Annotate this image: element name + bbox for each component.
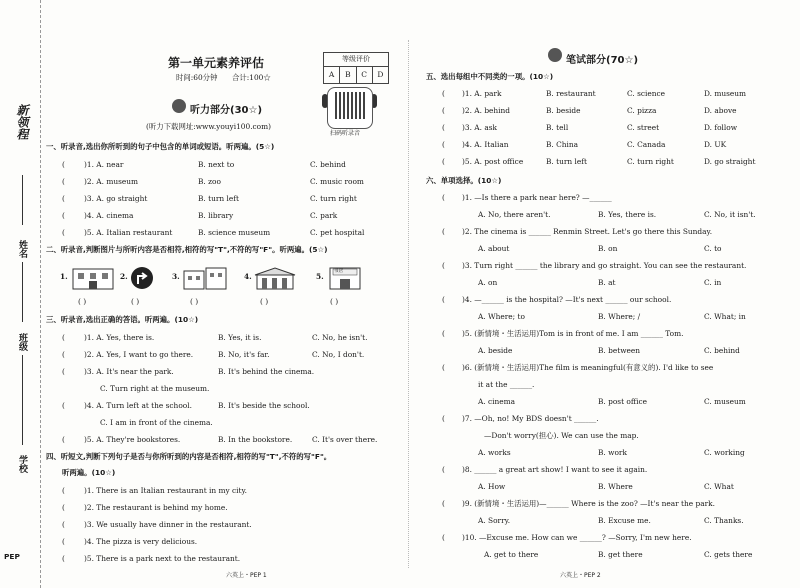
option-a: A. about	[478, 244, 510, 253]
written-heading: 笔试部分(70☆)	[566, 55, 639, 66]
option-b: B. between	[598, 346, 641, 355]
question-stem: )5. (新情境・生活运用)Tom is in front of me. I am ______ Tom.	[462, 329, 684, 338]
answer-bracket[interactable]: (	[62, 503, 65, 512]
option-a: A. How	[478, 482, 506, 491]
qr-caption: 扫码听录音	[330, 130, 361, 137]
question-stem: )10. —Excuse me. How can we ______? —Sorry, I'm new here.	[462, 533, 692, 542]
buildings-picture-3	[182, 266, 228, 290]
answer-bracket[interactable]: ( )	[330, 297, 339, 306]
qr-pattern	[335, 92, 365, 119]
line	[22, 262, 23, 322]
grade-a: A	[324, 67, 340, 83]
option-b: B. turn left	[546, 157, 587, 166]
option-c: C. No, it isn't.	[704, 210, 756, 219]
answer-bracket[interactable]: (	[62, 520, 65, 529]
option-c: C. gets there	[704, 550, 753, 559]
statement: )5. There is a park next to the restaurant.	[84, 554, 241, 563]
option-a: )4. A. Italian	[462, 140, 509, 149]
option-a: )1. A. Yes, there is.	[84, 333, 155, 342]
answer-bracket[interactable]: (	[62, 537, 65, 546]
option-c: C. behind	[704, 346, 740, 355]
option-a: )3. A. go straight	[84, 194, 148, 203]
answer-bracket[interactable]: (	[62, 333, 65, 342]
question-stem: )8. ______ a great art show! I want to see it again.	[462, 465, 648, 474]
option-c: C. No, I don't.	[312, 350, 365, 359]
answer-bracket[interactable]: (	[442, 363, 445, 372]
option-c: C. park	[310, 211, 338, 220]
building-picture-1	[70, 266, 116, 290]
page-divider	[408, 40, 409, 568]
section3-heading: 三、听录音,选出正确的答语。听两遍。(10☆)	[46, 315, 199, 324]
answer-bracket[interactable]: (	[442, 89, 445, 98]
option-d: D. museum	[704, 89, 747, 98]
section2-heading: 二、听录音,判断图片与所听内容是否相符,相符的写"T",不符的写"F"。听两遍。(5☆)	[46, 245, 328, 254]
pep-label: PEP	[4, 552, 20, 561]
bookstore-sign: 书店	[334, 269, 343, 274]
brand-logo: 新领程	[15, 104, 29, 140]
answer-bracket[interactable]: (	[442, 295, 445, 304]
answer-bracket[interactable]: (	[442, 414, 445, 423]
option-b: B. restaurant	[546, 89, 596, 98]
section5-heading: 五、选出每组中不同类的一项。(10☆)	[426, 72, 554, 81]
option-b: B. next to	[198, 160, 235, 169]
pic-num-4: 4.	[244, 272, 252, 281]
question-stem: )4. —______ is the hospital? —It's next ______ our school.	[462, 295, 672, 304]
option-a: )5. A. They're bookstores.	[84, 435, 181, 444]
option-b: B. library	[198, 211, 234, 220]
turn-right-sign-icon	[128, 266, 174, 290]
answer-bracket[interactable]: (	[442, 465, 445, 474]
section1-heading: 一、听录音,选出你所听到的句子中包含的单词或短语。听两遍。(5☆)	[46, 142, 275, 151]
pic-num-1: 1.	[60, 272, 68, 281]
answer-bracket[interactable]: (	[62, 435, 65, 444]
option-c: C. turn right	[627, 157, 674, 166]
option-a: )2. A. museum	[84, 177, 139, 186]
option-b: B. beside	[546, 106, 581, 115]
grade-c: C	[357, 67, 373, 83]
option-a: A. get to there	[484, 550, 539, 559]
option-c: C. No, he isn't.	[312, 333, 368, 342]
answer-bracket[interactable]: (	[62, 554, 65, 563]
option-b: B. No, it's far.	[218, 350, 270, 359]
question-stem: )1. —Is there a park near here? —______	[462, 193, 612, 202]
page-title: 第一单元素养评估	[168, 56, 265, 70]
option-c: C. Thanks.	[704, 516, 744, 525]
answer-bracket[interactable]: (	[442, 157, 445, 166]
option-c: C. What	[704, 482, 734, 491]
question-stem: )6. (新情境・生活运用)The film is meaningful(有意义的). I'd like to see	[462, 363, 714, 372]
grade-d: D	[377, 70, 384, 79]
option-b: B. turn left	[198, 194, 239, 203]
option-a: )3. A. ask	[462, 123, 497, 132]
option-c: C. I am in front of the cinema.	[100, 418, 213, 427]
answer-bracket[interactable]: (	[442, 193, 445, 202]
answer-bracket[interactable]: (	[62, 367, 65, 376]
bookstore-picture-5	[324, 266, 370, 290]
answer-bracket[interactable]: (	[442, 499, 445, 508]
option-c: C. science	[627, 89, 666, 98]
option-b: B. Where	[598, 482, 633, 491]
option-b: B. In the bookstore.	[218, 435, 293, 444]
option-b: B. Where; /	[598, 312, 641, 321]
binding-margin	[0, 0, 41, 588]
option-b: B. on	[598, 244, 618, 253]
answer-bracket[interactable]: (	[62, 177, 65, 186]
answer-bracket[interactable]: (	[62, 211, 65, 220]
grade-title: 等级评价	[324, 53, 388, 67]
option-a: )3. A. It's near the park.	[84, 367, 174, 376]
question-stem-cont: —Don't worry(担心). We can use the map.	[484, 431, 639, 440]
answer-bracket[interactable]: (	[62, 350, 65, 359]
option-a: )4. A. Turn left at the school.	[84, 401, 192, 410]
grade-b: B	[340, 67, 356, 83]
answer-bracket[interactable]: ( )	[131, 297, 140, 306]
option-b: B. post office	[598, 397, 647, 406]
answer-bracket[interactable]: (	[442, 227, 445, 236]
option-c: C. Turn right at the museum.	[100, 384, 210, 393]
class-label: 班级	[17, 333, 27, 351]
option-c: C. street	[627, 123, 660, 132]
option-b: B. at	[598, 278, 616, 287]
option-c: C. museum	[704, 397, 746, 406]
headphones-icon	[172, 99, 186, 113]
option-b: B. Yes, it is.	[218, 333, 262, 342]
option-c: C. pizza	[627, 106, 657, 115]
question-stem: )7. —Oh, no! My BDS doesn't ______.	[462, 414, 599, 423]
pic-num-3: 3.	[172, 272, 180, 281]
pic-num-2: 2.	[120, 272, 128, 281]
option-a: A. cinema	[478, 397, 516, 406]
option-d: D. go straight	[704, 157, 756, 166]
option-c: C. in	[704, 278, 722, 287]
option-c: C. working	[704, 448, 745, 457]
listening-heading: 听力部分(30☆)	[190, 105, 263, 116]
answer-bracket[interactable]: ( )	[78, 297, 87, 306]
answer-bracket[interactable]: (	[442, 123, 445, 132]
building-picture-4	[252, 266, 298, 290]
download-url[interactable]: (听力下载网址:www.youyi100.com)	[146, 122, 272, 131]
answer-bracket[interactable]: (	[442, 106, 445, 115]
answer-bracket[interactable]: ( )	[190, 297, 199, 306]
option-b: B. work	[598, 448, 627, 457]
option-b: B. science museum	[198, 228, 271, 237]
question-stem-cont: it at the ______.	[478, 380, 535, 389]
option-c: C. It's over there.	[312, 435, 378, 444]
section4-heading-cont: 听两遍。(10☆)	[62, 468, 116, 477]
option-b: B. zoo	[198, 177, 221, 186]
line	[22, 355, 23, 445]
section6-heading: 六、单项选择。(10☆)	[426, 176, 502, 185]
qr-code[interactable]	[327, 87, 373, 129]
option-a: )1. A. park	[462, 89, 502, 98]
option-a: A. beside	[478, 346, 513, 355]
option-a: )2. A. Yes, I want to go there.	[84, 350, 194, 359]
pic-num-5: 5.	[316, 272, 324, 281]
statement: )3. We usually have dinner in the restaurant.	[84, 520, 252, 529]
option-a: )5. A. post office	[462, 157, 524, 166]
option-c: C. Canada	[627, 140, 666, 149]
option-c: C. music room	[310, 177, 364, 186]
answer-bracket[interactable]: (	[62, 228, 65, 237]
option-a: A. works	[478, 448, 511, 457]
option-a: A. Sorry.	[478, 516, 511, 525]
option-d: D. UK	[704, 140, 727, 149]
answer-bracket[interactable]: (	[62, 194, 65, 203]
option-b: B. Excuse me.	[598, 516, 651, 525]
option-c: C. to	[704, 244, 722, 253]
option-b: B. China	[546, 140, 579, 149]
grade-box	[323, 52, 389, 84]
answer-bracket[interactable]: (	[442, 329, 445, 338]
option-c: C. behind	[310, 160, 346, 169]
option-c: C. What; in	[704, 312, 746, 321]
statement: )2. The restaurant is behind my home.	[84, 503, 228, 512]
question-stem: )2. The cinema is ______ Renmin Street. Let's go there this Sunday.	[462, 227, 713, 236]
option-c: C. pet hospital	[310, 228, 365, 237]
question-stem: )9. (新情境・生活运用)—______ Where is the zoo? —It's near the park.	[462, 499, 715, 508]
option-b: B. Yes, there is.	[598, 210, 657, 219]
statement: )1. There is an Italian restaurant in my city.	[84, 486, 248, 495]
answer-bracket[interactable]: ( )	[260, 297, 269, 306]
option-a: )5. A. Italian restaurant	[84, 228, 173, 237]
page-footer-right: 六英上・PEP 2	[560, 572, 601, 579]
statement: )4. The pizza is very delicious.	[84, 537, 198, 546]
option-a: A. No, there aren't.	[478, 210, 551, 219]
option-c: C. turn right	[310, 194, 357, 203]
question-stem: )3. Turn right ______ the library and go straight. You can see the restaurant.	[462, 261, 747, 270]
time-limit: 时间:60分钟	[176, 73, 218, 82]
total-score: 合计:100☆	[232, 73, 271, 82]
option-b: B. It's beside the school.	[218, 401, 310, 410]
option-b: B. It's behind the cinema.	[218, 367, 315, 376]
answer-bracket[interactable]: (	[442, 533, 445, 542]
option-b: B. tell	[546, 123, 569, 132]
school-label: 学校	[17, 455, 27, 473]
option-a: A. on	[478, 278, 498, 287]
answer-bracket[interactable]: (	[62, 401, 65, 410]
option-a: )4. A. cinema	[84, 211, 134, 220]
option-a: )2. A. behind	[462, 106, 511, 115]
page-footer-left: 六英上・PEP 1	[226, 572, 267, 579]
name-label: 姓名	[17, 240, 27, 258]
answer-bracket[interactable]: (	[442, 140, 445, 149]
option-a: A. Where; to	[478, 312, 525, 321]
pencil-icon	[548, 48, 562, 62]
line	[22, 175, 23, 225]
option-a: )1. A. near	[84, 160, 124, 169]
option-b: B. get there	[598, 550, 643, 559]
answer-bracket[interactable]: (	[62, 160, 65, 169]
answer-bracket[interactable]: (	[62, 486, 65, 495]
answer-bracket[interactable]: (	[442, 261, 445, 270]
option-d: D. above	[704, 106, 737, 115]
section4-heading: 四、听短文,判断下列句子是否与你所听到的内容是否相符,相符的写"T",不符的写"F"。	[46, 452, 332, 461]
option-d: D. follow	[704, 123, 738, 132]
